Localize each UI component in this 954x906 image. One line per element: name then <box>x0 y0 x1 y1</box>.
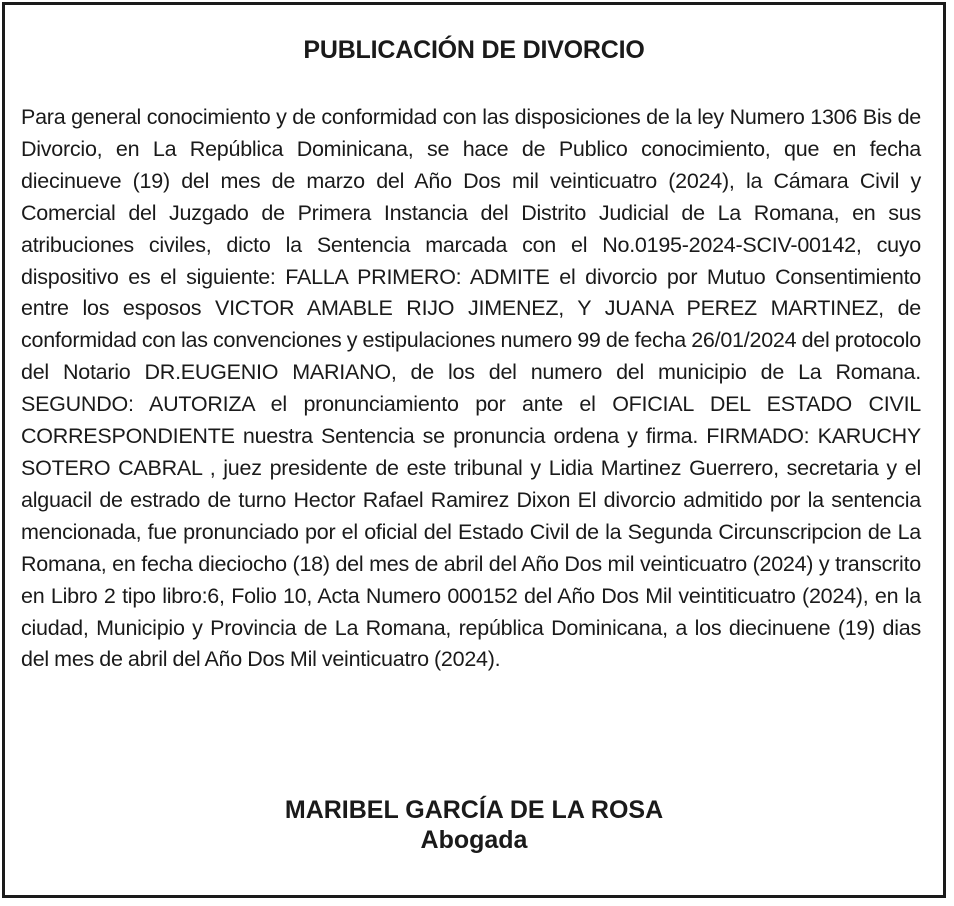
signature-role: Abogada <box>420 826 528 854</box>
notice-body: Para general conocimiento y de conformidad con las disposiciones de la ley Numero 1306 Bis de Divorcio, en La República Dominicana, se hace de Publico conocimiento, que en fecha diecinueve (19) del mes de marzo del Año Dos mil veinticuatro (2024), la Cámara Civil y Comercial del Juzgado de Primera Instancia del Distrito Judicial de La Romana, en sus atribuciones civiles, dicto la Sentencia marcada con el No.0195-2024-SCIV-00142, cuyo dispositivo es el siguiente: FALLA PRIMERO: ADMITE el divorcio por Mutuo Consentimiento entre los esposos VICTOR AMABLE RIJO JIMENEZ, Y JUANA PEREZ MARTINEZ, de conformidad con las convenciones y estipulaciones numero 99 de fecha 26/01/2024 del protocolo del Notario DR.EUGENIO MARIANO, de los del numero del municipio de La Romana. SEGUNDO: AUTORIZA el pronunciamiento por ante el OFICIAL DEL ESTADO CIVIL CORRESPONDIENTE nuestra Sentencia se pronuncia ordena y firma. FIRMADO: KARUCHY SOTERO CABRAL , juez presidente de este tribunal y Lidia Martinez Guerrero, secretaria y el alguacil de estrado de turno Hector Rafael Ramirez Dixon El divorcio admitido por la sentencia mencionada, fue pronunciado por el oficial del Estado Civil de la Segunda Circunscripcion de La Romana, en fecha dieciocho (18) del mes de abril del Año Dos mil veinticuatro (2024) y transcrito en Libro 2 tipo libro:6, Folio 10, Acta Numero 000152 del Año Dos Mil veintiticuatro (2024), en la ciudad, Municipio y Provincia de La Romana, república Dominicana, a los diecinuene (19) dias del mes de abril del Año Dos Mil veinticuatro (2024). <box>21 105 921 672</box>
signature-block <box>5 795 943 855</box>
notice-title: PUBLICACIÓN DE DIVORCIO <box>303 36 645 64</box>
divorce-notice <box>2 2 946 898</box>
signature-name: MARIBEL GARCÍA DE LA ROSA <box>284 796 664 824</box>
